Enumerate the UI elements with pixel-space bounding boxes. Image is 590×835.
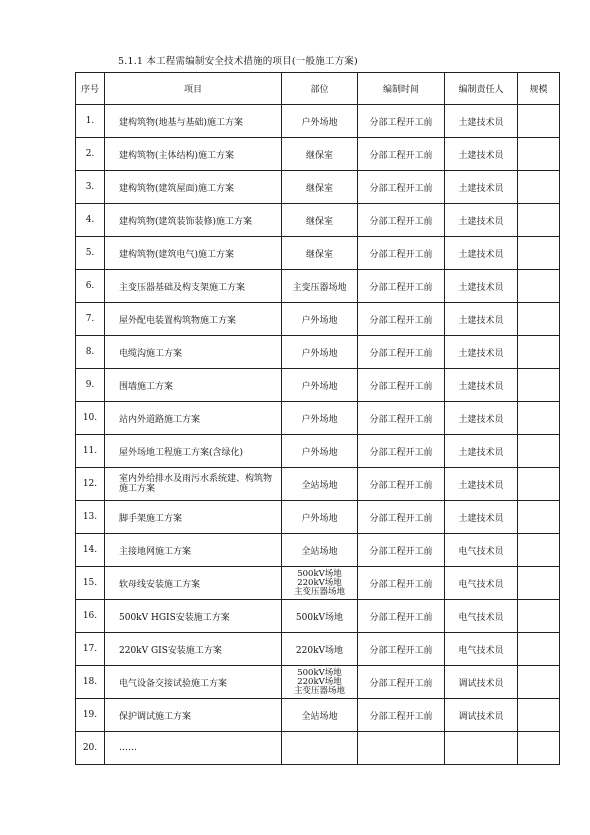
cell-scale — [518, 138, 560, 171]
table-row — [76, 270, 560, 303]
cell-time: 分部工程开工前 — [358, 171, 445, 204]
cell-owner: 土建技术员 — [445, 402, 518, 435]
cell-scale — [518, 699, 560, 732]
cell-item: 保护调试施工方案 — [105, 699, 282, 732]
table-row — [76, 732, 560, 765]
cell-location: 500kV场地 220kV场地 主变压器场地 — [282, 567, 358, 600]
table-row — [76, 699, 560, 732]
cell-location: 继保室 — [282, 171, 358, 204]
cell-scale — [518, 270, 560, 303]
cell-item: 屋外配电装置构筑物施工方案 — [105, 303, 282, 336]
cell-owner: 土建技术员 — [445, 303, 518, 336]
cell-location: 主变压器场地 — [282, 270, 358, 303]
cell-scale — [518, 600, 560, 633]
cell-item: 建构筑物(建筑电气)施工方案 — [105, 237, 282, 270]
table-row — [76, 468, 560, 501]
cell-location: 全站场地 — [282, 534, 358, 567]
table-row — [76, 567, 560, 600]
cell-item: …… — [105, 732, 282, 765]
cell-location: 220kV场地 — [282, 633, 358, 666]
cell-time: 分部工程开工前 — [358, 336, 445, 369]
cell-seq: 14. — [76, 534, 105, 567]
cell-location: 继保室 — [282, 204, 358, 237]
cell-owner: 土建技术员 — [445, 171, 518, 204]
cell-scale — [518, 633, 560, 666]
table-row — [76, 501, 560, 534]
table-row — [76, 600, 560, 633]
table-row — [76, 105, 560, 138]
cell-time: 分部工程开工前 — [358, 699, 445, 732]
cell-seq: 3. — [76, 171, 105, 204]
cell-seq: 1. — [76, 105, 105, 138]
cell-location: 户外场地 — [282, 336, 358, 369]
header-scale: 规模 — [518, 73, 560, 105]
cell-time: 分部工程开工前 — [358, 600, 445, 633]
cell-location: 户外场地 — [282, 369, 358, 402]
cell-owner: 电气技术员 — [445, 567, 518, 600]
cell-scale — [518, 303, 560, 336]
cell-owner: 调试技术员 — [445, 666, 518, 699]
table-row — [76, 435, 560, 468]
cell-scale — [518, 402, 560, 435]
cell-owner: 土建技术员 — [445, 204, 518, 237]
cell-time: 分部工程开工前 — [358, 468, 445, 501]
cell-scale — [518, 468, 560, 501]
cell-time: 分部工程开工前 — [358, 204, 445, 237]
header-time: 编制时间 — [358, 73, 445, 105]
cell-time: 分部工程开工前 — [358, 435, 445, 468]
cell-owner: 土建技术员 — [445, 369, 518, 402]
table-row — [76, 171, 560, 204]
table-row — [76, 204, 560, 237]
cell-scale — [518, 105, 560, 138]
table-row — [76, 369, 560, 402]
cell-owner: 土建技术员 — [445, 468, 518, 501]
cell-seq: 18. — [76, 666, 105, 699]
cell-seq: 15. — [76, 567, 105, 600]
cell-item: 建构筑物(建筑装饰装修)施工方案 — [105, 204, 282, 237]
cell-item: 建构筑物(地基与基础)施工方案 — [105, 105, 282, 138]
header-owner: 编制责任人 — [445, 73, 518, 105]
cell-location: 继保室 — [282, 237, 358, 270]
cell-owner: 土建技术员 — [445, 435, 518, 468]
cell-item: 围墙施工方案 — [105, 369, 282, 402]
cell-location: 户外场地 — [282, 105, 358, 138]
cell-location: 500kV场地 220kV场地 主变压器场地 — [282, 666, 358, 699]
table-row — [76, 666, 560, 699]
cell-scale — [518, 534, 560, 567]
cell-location: 继保室 — [282, 138, 358, 171]
cell-location: 户外场地 — [282, 435, 358, 468]
cell-scale — [518, 171, 560, 204]
cell-time: 分部工程开工前 — [358, 402, 445, 435]
cell-item: 电缆沟施工方案 — [105, 336, 282, 369]
cell-item: 脚手架施工方案 — [105, 501, 282, 534]
cell-time: 分部工程开工前 — [358, 633, 445, 666]
cell-time: 分部工程开工前 — [358, 534, 445, 567]
table-row — [76, 633, 560, 666]
cell-item: 建构筑物(建筑屋面)施工方案 — [105, 171, 282, 204]
header-location: 部位 — [282, 73, 358, 105]
cell-time: 分部工程开工前 — [358, 270, 445, 303]
cell-owner: 土建技术员 — [445, 270, 518, 303]
table-row — [76, 138, 560, 171]
cell-owner: 电气技术员 — [445, 534, 518, 567]
cell-item: 站内外道路施工方案 — [105, 402, 282, 435]
cell-time: 分部工程开工前 — [358, 303, 445, 336]
cell-owner: 土建技术员 — [445, 501, 518, 534]
table-row — [76, 534, 560, 567]
cell-owner: 电气技术员 — [445, 633, 518, 666]
cell-location: 户外场地 — [282, 303, 358, 336]
cell-time: 分部工程开工前 — [358, 105, 445, 138]
cell-item: 建构筑物(主体结构)施工方案 — [105, 138, 282, 171]
cell-seq: 6. — [76, 270, 105, 303]
cell-time: 分部工程开工前 — [358, 369, 445, 402]
cell-owner: 电气技术员 — [445, 600, 518, 633]
cell-scale — [518, 732, 560, 765]
cell-scale — [518, 336, 560, 369]
cell-location — [282, 732, 358, 765]
cell-owner: 土建技术员 — [445, 336, 518, 369]
table-row — [76, 237, 560, 270]
cell-seq: 7. — [76, 303, 105, 336]
cell-seq: 2. — [76, 138, 105, 171]
cell-scale — [518, 666, 560, 699]
cell-item: 软母线安装施工方案 — [105, 567, 282, 600]
cell-seq: 9. — [76, 369, 105, 402]
cell-scale — [518, 435, 560, 468]
cell-location: 户外场地 — [282, 402, 358, 435]
table-row — [76, 402, 560, 435]
cell-item: 500kV HGIS安装施工方案 — [105, 600, 282, 633]
cell-location: 户外场地 — [282, 501, 358, 534]
cell-owner: 土建技术员 — [445, 237, 518, 270]
cell-scale — [518, 369, 560, 402]
cell-seq: 13. — [76, 501, 105, 534]
cell-time: 分部工程开工前 — [358, 666, 445, 699]
section-caption: 5.1.1 本工程需编制安全技术措施的项目(一般施工方案) — [118, 56, 358, 67]
header-row — [76, 73, 560, 105]
cell-seq: 11. — [76, 435, 105, 468]
cell-owner: 调试技术员 — [445, 699, 518, 732]
cell-seq: 19. — [76, 699, 105, 732]
table-row — [76, 303, 560, 336]
cell-scale — [518, 204, 560, 237]
safety-measures-table — [75, 72, 560, 765]
header-seq: 序号 — [76, 73, 105, 105]
header-item: 项目 — [105, 73, 282, 105]
table-row — [76, 336, 560, 369]
cell-time: 分部工程开工前 — [358, 237, 445, 270]
cell-time: 分部工程开工前 — [358, 138, 445, 171]
cell-seq: 5. — [76, 237, 105, 270]
cell-scale — [518, 501, 560, 534]
cell-owner: 土建技术员 — [445, 138, 518, 171]
cell-item: 电气设备交接试验施工方案 — [105, 666, 282, 699]
cell-seq: 4. — [76, 204, 105, 237]
cell-item: 主变压器基础及构支架施工方案 — [105, 270, 282, 303]
cell-seq: 20. — [76, 732, 105, 765]
cell-item: 屋外场地工程施工方案(含绿化) — [105, 435, 282, 468]
cell-time: 分部工程开工前 — [358, 501, 445, 534]
cell-owner — [445, 732, 518, 765]
cell-owner: 土建技术员 — [445, 105, 518, 138]
cell-item: 室内外给排水及雨污水系统建、构筑物施工方案 — [105, 468, 282, 501]
cell-location: 全站场地 — [282, 468, 358, 501]
cell-seq: 16. — [76, 600, 105, 633]
cell-time — [358, 732, 445, 765]
cell-seq: 8. — [76, 336, 105, 369]
cell-time: 分部工程开工前 — [358, 567, 445, 600]
cell-scale — [518, 237, 560, 270]
cell-item: 220kV GIS安装施工方案 — [105, 633, 282, 666]
cell-scale — [518, 567, 560, 600]
cell-location: 全站场地 — [282, 699, 358, 732]
cell-seq: 12. — [76, 468, 105, 501]
cell-seq: 10. — [76, 402, 105, 435]
cell-location: 500kV场地 — [282, 600, 358, 633]
cell-seq: 17. — [76, 633, 105, 666]
cell-item: 主接地网施工方案 — [105, 534, 282, 567]
